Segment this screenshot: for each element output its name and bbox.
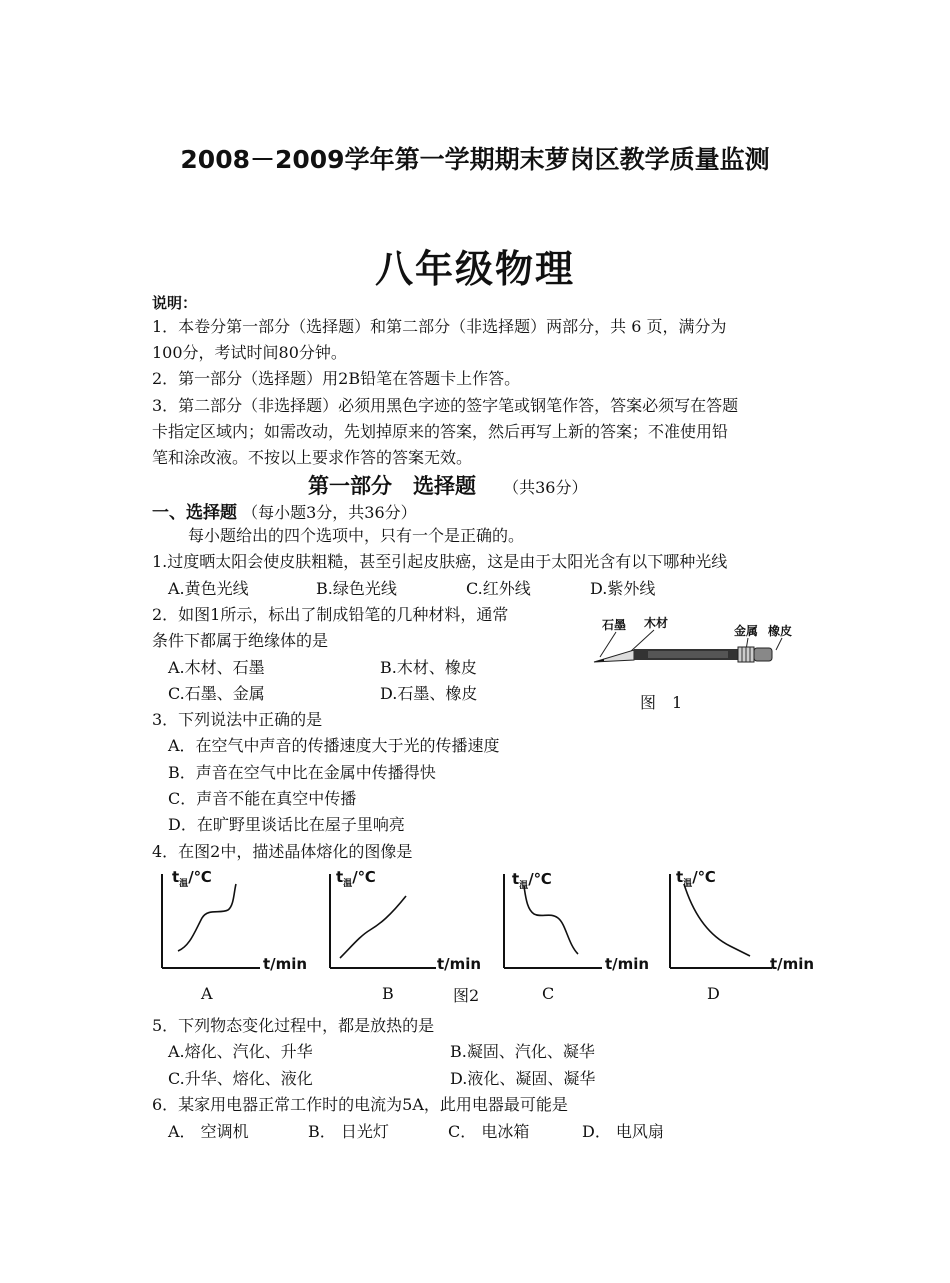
pencil-drawing [588,612,798,672]
section1-header [152,498,417,526]
pencil-label-rubber: 橡皮 [768,624,793,638]
graph-b-x-label: t/min [437,955,482,973]
q3-stem: 3．下列说法中正确的是 [152,710,323,729]
figure-1-pencil [588,612,798,672]
graph-d-x-label: t/min [770,955,815,973]
q5-option-a: A.熔化、汽化、升华 [168,1042,313,1061]
instruction-3a: 3．第二部分（非选择题）必须用黑色字迹的签字笔或钢笔作答，答案必须写在答题 [152,396,739,415]
pencil-label-metal: 金属 [734,624,759,638]
instruction-3c: 笔和涂改液。不按以上要求作答的答案无效。 [152,448,473,467]
subject-title: 八年级物理 [374,247,575,291]
q5-option-b: B.凝固、汽化、凝华 [450,1042,595,1061]
q2-option-c: C.石墨、金属 [168,684,265,703]
q2-stem-2: 条件下都属于绝缘体的是 [152,631,329,650]
part1-header [308,470,587,501]
q3-option-b: B．声音在空气中比在金属中传播得快 [168,763,436,782]
q6-option-b: B． 日光灯 [308,1122,389,1141]
instructions-heading: 说明： [152,294,198,312]
figure-2-caption: 图2 [453,986,480,1005]
q6-option-d: D． 电风扇 [582,1122,664,1141]
q2-option-d: D.石墨、橡皮 [380,684,478,703]
instruction-1b: 100分，考试时间80分钟。 [152,343,347,362]
graph-a-caption: A [201,984,213,1003]
part1-score: （共36分） [503,478,588,497]
q5-option-d: D.液化、凝固、凝华 [450,1069,596,1088]
q1-stem: 1.过度晒太阳会使皮肤粗糙，甚至引起皮肤癌，这是由于太阳光含有以下哪种光线 [152,552,728,571]
graph-c-x-label: t/min [605,955,650,973]
pencil-label-graphite: 石墨 [602,618,627,632]
graph-d-caption: D [707,984,720,1003]
section1-desc: 每小题给出的四个选项中，只有一个是正确的。 [188,526,525,545]
q1-option-c: C.红外线 [466,579,531,598]
graph-c-caption: C [542,984,555,1003]
part1-title: 第一部分 选择题 [308,474,476,498]
q2-option-b: B.木材、橡皮 [380,658,477,677]
section1-note: （每小题3分，共36分） [242,503,417,522]
q2-option-a: A.木材、石墨 [168,658,265,677]
exam-title: 2008－2009学年第一学期期末萝岗区教学质量监测 [180,145,770,174]
q6-option-a: A． 空调机 [168,1122,249,1141]
section1-heading: 一、选择题 [152,503,237,523]
graph-a-y-label: $t_温/℃$ [172,868,212,889]
q3-option-a: A．在空气中声音的传播速度大于光的传播速度 [168,736,500,755]
graph-b-caption: B [382,984,394,1003]
graph-d-y-label: $t_温/℃$ [676,868,716,889]
q5-option-c: C.升华、熔化、液化 [168,1069,313,1088]
q1-option-a: A.黄色光线 [168,579,249,598]
instruction-3b: 卡指定区域内；如需改动，先划掉原来的答案，然后再写上新的答案；不准使用铅 [152,422,729,441]
graph-b-y-label: $t_温/℃$ [336,868,376,889]
q1-option-d: D.紫外线 [590,579,656,598]
q6-stem: 6．某家用电器正常工作时的电流为5A，此用电器最可能是 [152,1095,568,1114]
q2-stem-1: 2．如图1所示，标出了制成铅笔的几种材料，通常 [152,605,509,624]
figure-1-caption: 图 1 [640,693,683,712]
graph-c-y-label: $t_温/℃$ [512,870,552,891]
q3-option-c: C．声音不能在真空中传播 [168,789,357,808]
instruction-1a: 1．本卷分第一部分（选择题）和第二部分（非选择题）两部分，共 6 页，满分为 [152,317,727,336]
q1-option-b: B.绿色光线 [316,579,397,598]
graph-a-x-label: t/min [263,955,308,973]
q3-option-d: D．在旷野里谈话比在屋子里响亮 [168,815,405,834]
q6-option-c: C． 电冰箱 [448,1122,530,1141]
q5-stem: 5．下列物态变化过程中，都是放热的是 [152,1016,435,1035]
q4-stem: 4．在图2中，描述晶体熔化的图像是 [152,842,413,861]
pencil-label-wood: 木材 [644,616,669,630]
instruction-2: 2．第一部分（选择题）用2B铅笔在答题卡上作答。 [152,369,521,388]
